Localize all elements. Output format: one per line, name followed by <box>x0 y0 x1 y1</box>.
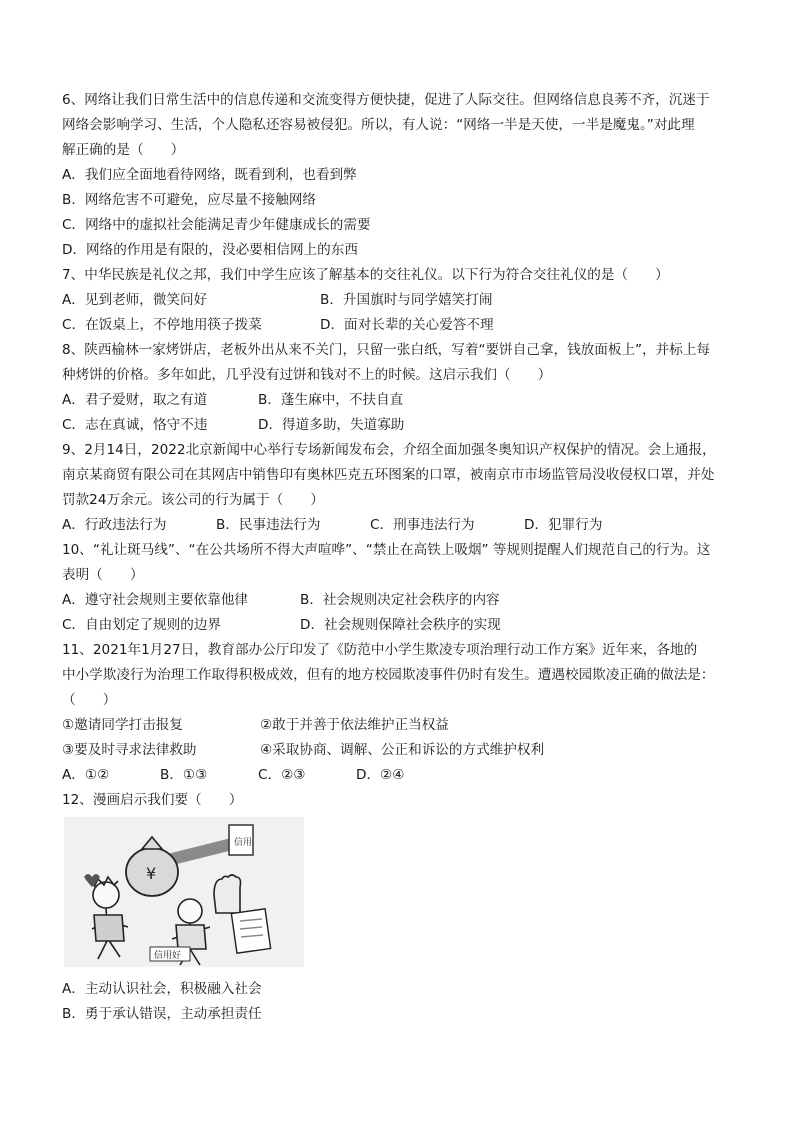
question-text: 解正确的是（ ） <box>62 142 185 158</box>
statement-2: ②敢于并善于依法维护正当权益 <box>260 717 449 733</box>
option-row <box>62 288 742 313</box>
question-text: 表明（ ） <box>62 567 144 583</box>
option-d: D．网络的作用是有限的，没必要相信网上的东西 <box>62 242 358 258</box>
question-text: 网络会影响学习、生活，个人隐私还容易被侵犯。所以，有人说：“网络一半是天使，一半是魔鬼。”对此理 <box>62 117 695 133</box>
option-a: A．见到老师，微笑问好 <box>62 292 208 308</box>
option-c: C．志在真诚，恪守不违 <box>62 417 208 433</box>
option-b: B．蓬生麻中，不扶自直 <box>258 392 404 408</box>
option-b: B．社会规则决定社会秩序的内容 <box>300 592 500 608</box>
option-row <box>62 313 742 338</box>
question-6 <box>62 88 742 263</box>
option-d: D．社会规则保障社会秩序的实现 <box>300 617 501 633</box>
option-row <box>62 388 742 413</box>
question-text: 6、网络让我们日常生活中的信息传递和交流变得方便快捷，促进了人际交往。但网络信息良莠不齐，沉迷于 <box>62 92 710 108</box>
question-text: 10、“礼让斑马线”、“在公共场所不得大声喧哗”、“禁止在高铁上吸烟” 等规则提醒人们规范自己的行为。这 <box>62 542 711 558</box>
option-c: C．②③ <box>258 767 306 783</box>
question-text: 南京某商贸有限公司在其网店中销售印有奥林匹克五环图案的口罩，被南京市市场监管局没收侵权口罩，并处 <box>62 467 715 483</box>
option-b: B．①③ <box>160 767 208 783</box>
option-d: D．②④ <box>356 767 405 783</box>
question-text: 7、中华民族是礼仪之邦，我们中学生应该了解基本的交往礼仪。以下行为符合交往礼仪的是（ ） <box>62 267 669 283</box>
option-d: D．面对长辈的关心爱答不理 <box>320 317 494 333</box>
cartoon-caption: 信用好 <box>154 951 182 961</box>
stop-hand <box>214 875 241 913</box>
question-text: 8、陕西榆林一家烤饼店，老板外出从来不关门，只留一张白纸，写着“要饼自己拿，钱放面板上”，并标上每 <box>62 342 711 358</box>
option-a: A．行政违法行为 <box>62 517 167 533</box>
question-text: 种烤饼的价格。多年如此，几乎没有过饼和钱对不上的时候。这启示我们（ ） <box>62 367 552 383</box>
option-row <box>62 613 742 638</box>
sign-text: 信用 <box>234 838 253 848</box>
question-12 <box>62 788 742 1027</box>
question-8 <box>62 338 742 438</box>
option-c: C．自由划定了规则的边界 <box>62 617 222 633</box>
option-a: A．①② <box>62 767 110 783</box>
option-c: C．刑事违法行为 <box>370 517 475 533</box>
option-b: B．勇于承认错误，主动承担责任 <box>62 1006 262 1022</box>
statement-row <box>62 713 742 738</box>
question-text: 12、漫画启示我们要（ ） <box>62 792 243 808</box>
question-text: 中小学欺凌行为治理工作取得积极成效，但有的地方校园欺凌事件仍时有发生。遭遇校园欺凌正确的做法是： <box>62 667 715 683</box>
option-a: A．遵守社会规则主要依靠他律 <box>62 592 249 608</box>
option-a: A．主动认识社会，积极融入社会 <box>62 981 262 997</box>
question-text: 9、2月14日，2022北京新闻中心举行专场新闻发布会，介绍全面加强冬奥知识产权保护的情况。会上通报， <box>62 442 716 458</box>
paper-document <box>231 909 270 953</box>
question-text: 11、2021年1月27日，教育部办公厅印发了《防范中小学生欺凌专项治理行动工作方案》近年来，各地的 <box>62 642 698 658</box>
option-d: D．得道多助，失道寡助 <box>258 417 405 433</box>
option-a: A．君子爱财，取之有道 <box>62 392 208 408</box>
option-row <box>62 513 742 538</box>
option-c: C．网络中的虚拟社会能满足青少年健康成长的需要 <box>62 217 371 233</box>
statement-1: ①邀请同学打击报复 <box>62 717 183 733</box>
option-a: A．我们应全面地看待网络，既看到利，也看到弊 <box>62 167 357 183</box>
option-row <box>62 413 742 438</box>
option-d: D．犯罪行为 <box>524 517 603 533</box>
option-row <box>62 763 742 788</box>
option-c: C．在饭桌上，不停地用筷子拨菜 <box>62 317 262 333</box>
option-b: B．网络危害不可避免，应尽量不接触网络 <box>62 192 317 208</box>
question-text: （ ） <box>62 692 117 708</box>
option-row <box>62 588 742 613</box>
question-10 <box>62 538 742 638</box>
statement-3: ③要及时寻求法律救助 <box>62 742 197 758</box>
exam-page <box>62 88 742 1027</box>
question-text: 罚款24万余元。该公司的行为属于（ ） <box>62 492 324 508</box>
statement-4: ④采取协商、调解、公正和诉讼的方式维护权利 <box>260 742 545 758</box>
question-9 <box>62 438 742 538</box>
statement-row <box>62 738 742 763</box>
cartoon-image <box>64 817 304 967</box>
question-11 <box>62 638 742 788</box>
option-b: B．升国旗时与同学嬉笑打闹 <box>320 292 493 308</box>
option-b: B．民事违法行为 <box>216 517 321 533</box>
question-7 <box>62 263 742 338</box>
bag-symbol: ¥ <box>146 864 157 883</box>
